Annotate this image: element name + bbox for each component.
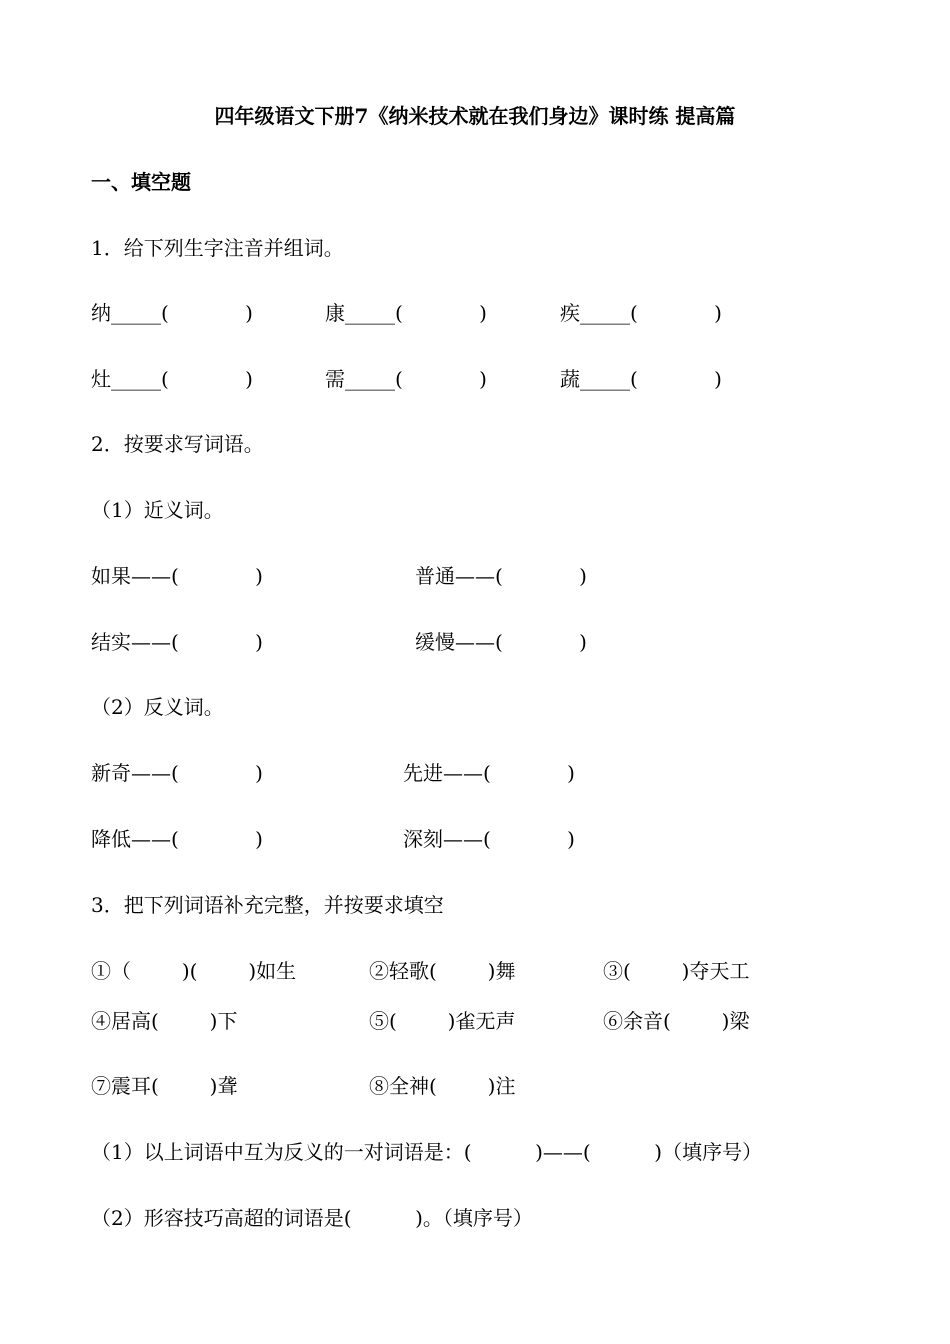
idiom-item: ⑧全神( )注 <box>369 1074 516 1098</box>
idiom-item: ④居高( )下 <box>91 1009 238 1033</box>
pinyin-item-zao: 灶_____( ) <box>91 367 253 391</box>
question-2-stem: 2．按要求写词语。 <box>91 432 264 456</box>
synonym-subheading: （1）近义词。 <box>91 498 224 522</box>
section-heading: 一、填空题 <box>91 170 191 194</box>
idiom-item: ①（ )( )如生 <box>91 959 297 983</box>
page-title: 四年级语文下册7《纳米技术就在我们身边》课时练 提高篇 <box>214 104 736 128</box>
pinyin-item-ji: 疾_____( ) <box>560 301 722 325</box>
idiom-item: ⑥余音( )梁 <box>603 1009 750 1033</box>
synonym-item: 结实——( ) <box>91 630 263 654</box>
pinyin-item-kang: 康_____( ) <box>325 301 487 325</box>
question-1-stem: 1．给下列生字注音并组词。 <box>91 236 344 260</box>
synonym-item: 缓慢——( ) <box>415 630 587 654</box>
pinyin-item-na: 纳_____( ) <box>91 301 253 325</box>
idiom-item: ⑤( )雀无声 <box>369 1009 516 1033</box>
idiom-item: ③( )夺天工 <box>603 959 750 983</box>
antonym-item: 降低——( ) <box>91 827 263 851</box>
question-3-stem: 3．把下列词语补充完整，并按要求填空 <box>91 893 444 917</box>
question-3-sub-2: （2）形容技巧高超的词语是( )。（填序号） <box>91 1206 533 1230</box>
antonym-subheading: （2）反义词。 <box>91 695 224 719</box>
question-3-sub-1: （1）以上词语中互为反义的一对词语是：( )——( )（填序号） <box>91 1140 763 1164</box>
idiom-item: ②轻歌( )舞 <box>369 959 516 983</box>
antonym-item: 深刻——( ) <box>403 827 575 851</box>
synonym-item: 普通——( ) <box>415 564 587 588</box>
antonym-item: 新奇——( ) <box>91 761 263 785</box>
synonym-item: 如果——( ) <box>91 564 263 588</box>
antonym-item: 先进——( ) <box>403 761 575 785</box>
idiom-item: ⑦震耳( )聋 <box>91 1074 238 1098</box>
pinyin-item-xu: 需_____( ) <box>325 367 487 391</box>
pinyin-item-shu: 蔬_____( ) <box>560 367 722 391</box>
